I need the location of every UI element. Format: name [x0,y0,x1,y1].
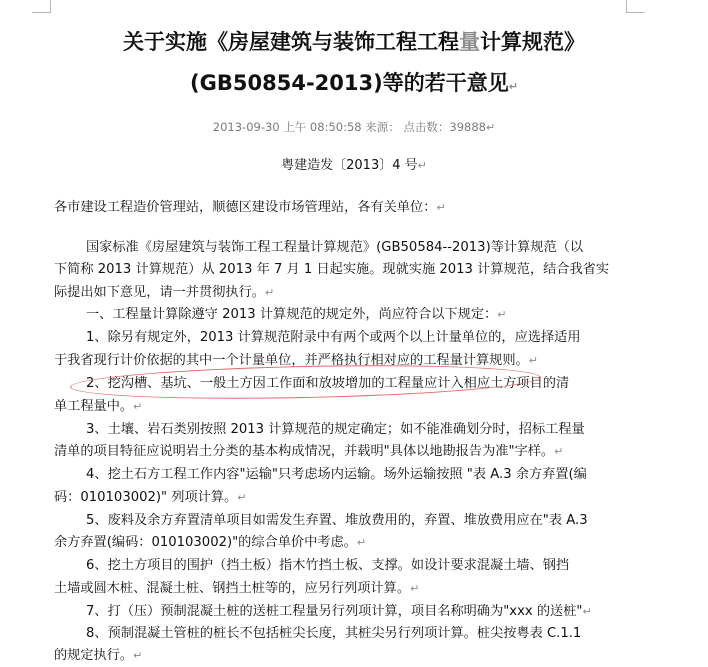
body-line: 5、废料及余方弃置清单项目如需发生弃置、堆放费用的，弃置、堆放费用应在"表 A.3 [86,513,588,528]
meta-clicks: 点击数：39888 [403,120,486,134]
body-line: 土墙或圆木桩、混凝土桩、钢挡土桩等的，应另行列项计算。↵ [54,581,420,596]
body-line: 的规定执行。↵ [54,648,143,663]
body-line: 清单的项目特征应说明岩土分类的基本构成情况，并载明"具体以地勘报告为准"字样。↵ [54,444,564,459]
body-line: 码：010103002)" 列项计算。↵ [54,490,247,505]
body-line: 下简称 2013 计算规范）从 2013 年 7 月 1 日起实施。现就实施 2013 计算规范，结合我省实 [54,262,610,277]
body-line-highlighted: 2、挖沟槽、基坑、一般土方因工作面和放坡增加的工程量应计入相应土方项目的清 [86,376,570,391]
document-title-line-1: 关于实施《房屋建筑与装饰工程工程量计算规范》 [123,30,585,54]
body-line: 1、除另有规定外，2013 计算规范附录中有两个或两个以上计量单位的，应选择适用 [86,330,581,345]
body-line: 3、土壤、岩石类别按照 2013 计算规范的规定确定；如不能准确划分时，招标工程量 [86,422,585,437]
body-line: 一、工程量计算除遵守 2013 计算规范的规定外，尚应符合以下规定：↵ [86,307,507,322]
body-line: 8、预制混凝土管桩的桩长不包括桩尖长度，其桩尖另行列项计算。桩尖按粤表 C.1.1 [86,626,582,641]
body-line: 6、挖土方项目的围护（挡土板）指木竹挡土板、支撑。如设计要求混凝土墙、钢挡 [86,558,570,573]
body-line: 余方弃置(编码：010103002)"的综合单价中考虑。↵ [54,535,367,550]
meta-time: 上午 08:50:58 [283,120,362,134]
crop-mark-top-right [626,0,645,13]
body-line: 4、挖土石方工程工作内容"运输"只考虑场内运输。场外运输按照 "表 A.3 余方弃置(编 [86,467,587,482]
meta-source: 来源： [365,120,400,134]
body-line: 国家标准《房屋建筑与装饰工程工程量计算规范》(GB50584--2013)等计算规范（以 [86,240,584,255]
meta-date: 2013-09-30 [212,120,280,134]
body-line: 单工程量中。↵ [54,399,143,414]
crop-mark-top-left [32,0,51,13]
body-line: 际提出如下意见，请一并贯彻执行。↵ [54,285,275,300]
body-line: 7、打（压）预制混凝土桩的送桩工程量另行列项计算，项目名称明确为"xxx 的送桩"↵ [86,604,592,619]
document-title-line-2: (GB50854-2013)等的若干意见↵ [190,71,518,95]
body-line: 于我省现行计价依据的其中一个计量单位，并严格执行相对应的工程量计算规则。↵ [54,353,538,368]
document-number: 粤建造发〔2013〕4 号↵ [281,158,427,173]
article-meta: 2013-09-30 上午 08:50:58 来源： 点击数：39888↵ [212,120,496,134]
addressee-line: 各市建设工程造价管理站，顺德区建设市场管理站，各有关单位：↵ [54,200,446,215]
